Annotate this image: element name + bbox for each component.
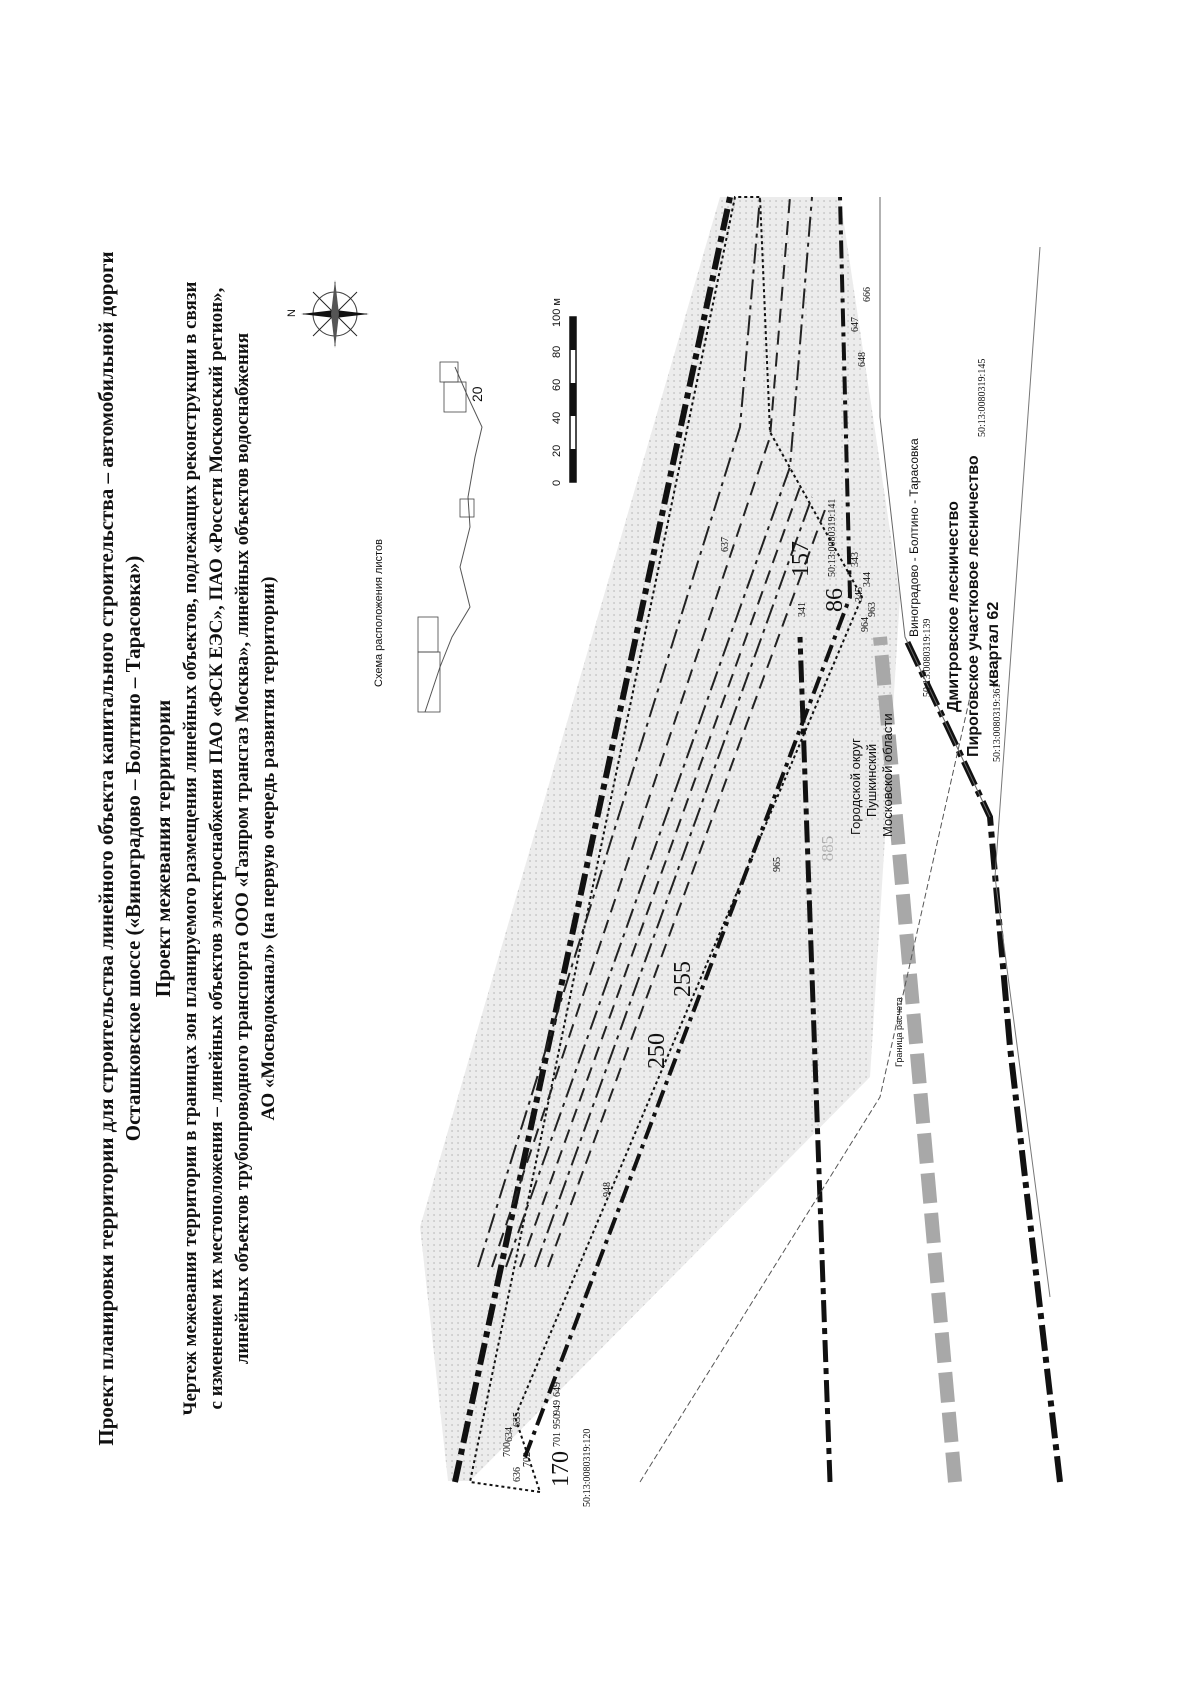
sheet-scheme	[373, 362, 485, 712]
scale-tick-0: 0	[551, 479, 563, 486]
boundary-line-lower-2	[905, 637, 1060, 1482]
subtitle-line-1: Чертеж межевания территории в границах зон планируемого размещения линейных объектов, подлежащих реконструкции в связи	[180, 281, 201, 1416]
title-line-1: Проект планировки территории для строительства линейного объекта капитального строительства – автомобильной дороги	[94, 251, 118, 1446]
forestry-label-2: Пироговское участковое лесничество	[965, 455, 982, 757]
point-634: 634	[504, 1427, 515, 1442]
district-label-2: Пушкинский	[864, 743, 879, 817]
scale-tick-40: 40	[551, 411, 563, 424]
scale-tick-100: 100 м	[551, 298, 563, 327]
zone-label-157: 157	[788, 541, 814, 577]
forestry-label-1: Дмитровское лесничество	[945, 501, 962, 712]
zone-label-86: 86	[822, 588, 848, 612]
zone-label-255: 255	[670, 961, 696, 997]
sheet-scheme-number: 20	[469, 386, 485, 402]
point-949: 949	[552, 1400, 563, 1415]
point-702: 702	[522, 1452, 533, 1467]
sheet-scheme-title: Схема расположения листов	[373, 539, 385, 687]
point-701: 701	[552, 1432, 563, 1447]
cadastral-label-3: 50:13:0080319:361	[992, 683, 1003, 762]
title-line-3: Проект межевания территории	[151, 699, 175, 998]
title-line-2: Осташковское шоссе («Виноградово – Болтино – Тарасовка»)	[121, 555, 145, 1142]
point-344: 344	[862, 572, 873, 587]
subtitle-line-4: АО «Мосводоканал» (на первую очередь развития территории)	[258, 576, 279, 1121]
point-948: 948	[602, 1182, 613, 1197]
district-label-1: Городской округ	[848, 738, 863, 835]
point-963: 963	[867, 602, 878, 617]
point-636: 636	[512, 1467, 523, 1482]
point-637: 637	[720, 537, 731, 552]
point-343: 343	[850, 552, 861, 567]
point-950: 950	[552, 1414, 563, 1429]
cadastral-label-4: 50:13:0080319:141	[827, 498, 838, 577]
point-345: 345	[854, 587, 865, 602]
scale-tick-60: 60	[551, 378, 563, 391]
scale-tick-80: 80	[551, 345, 563, 358]
compass-rose-icon	[301, 280, 369, 348]
calc-boundary-label: Граница расчета	[894, 997, 904, 1067]
subtitle-line-2: с изменением их местоположения – линейных объектов электроснабжения ПАО «ФСК ЕЭС», ПАО «Россети Московский регион»,	[206, 287, 227, 1410]
quarter-label: квартал 62	[985, 601, 1002, 687]
cadastral-label-2: 50:13:0080319:145	[977, 358, 988, 437]
cadastral-label-5: 50:13:0080319:120	[582, 1428, 593, 1507]
district-label-3: Московской области	[880, 713, 895, 837]
scale-tick-20: 20	[551, 444, 563, 457]
scale-bar	[551, 298, 576, 486]
planning-zone-corridor	[420, 197, 900, 1481]
point-647: 647	[850, 317, 861, 332]
point-965: 965	[772, 857, 783, 872]
zone-label-250: 250	[644, 1033, 670, 1069]
cadastral-label-1: 50:13:0080319:139	[922, 618, 933, 697]
zone-label-170: 170	[548, 1451, 574, 1487]
point-341: 341	[797, 602, 808, 617]
subtitle-line-3: линейных объектов трубопроводного транспорта ООО «Газпром трансгаз Москва», линейных объектов водоснабжения	[232, 332, 253, 1365]
road-name-label: Виноградово - Болтино - Тарасовка	[907, 438, 921, 637]
point-648: 648	[857, 352, 868, 367]
point-700: 700	[502, 1442, 513, 1457]
point-964: 964	[860, 617, 871, 632]
point-649: 649	[552, 1382, 563, 1397]
compass-north-label: N	[286, 309, 298, 317]
point-635: 635	[512, 1412, 523, 1427]
point-666: 666	[862, 287, 873, 302]
